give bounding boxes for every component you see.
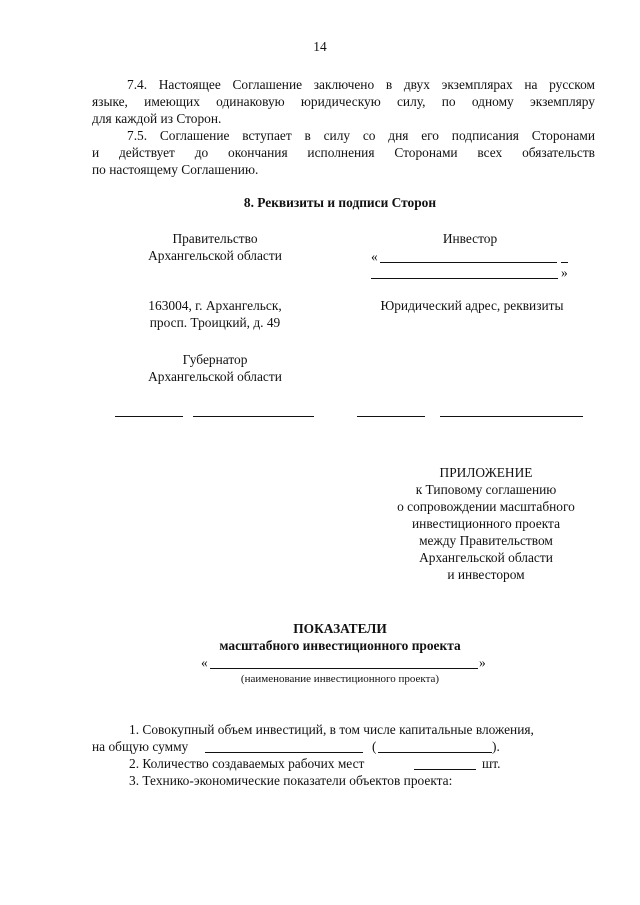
investor-name-blank-1-tail (561, 262, 568, 263)
right-party-title: Инвестор (442, 231, 498, 246)
page-number: 14 (313, 39, 327, 54)
appendix-line-6: Архангельской области (419, 550, 553, 565)
indicators-title: ПОКАЗАТЕЛИ (293, 621, 387, 636)
left-address-line-2: просп. Троицкий, д. 49 (149, 315, 281, 330)
clause-7-4-line-3: для каждой из Сторон. (92, 111, 222, 126)
clause-7-5-line-2: и действует до окончания исполнения Сторонами всех обязательств (92, 145, 595, 160)
left-party-line-2: Архангельской области (148, 248, 282, 263)
investor-name-blank-1 (380, 262, 557, 263)
left-name-line (193, 416, 314, 417)
indicator-2-unit: шт. (482, 756, 501, 771)
clause-7-4-line-1: 7.4. Настоящее Соглашение заключено в двух экземплярах на русском (127, 77, 595, 92)
investment-amount-words-open: ( (372, 739, 377, 754)
investment-amount-words-blank (378, 752, 492, 753)
appendix-line-4: инвестиционного проекта (411, 516, 561, 531)
indicator-3-label: 3. Технико-экономические показатели объектов проекта: (129, 773, 453, 788)
right-signature-line (357, 416, 425, 417)
left-signatory-line-1: Губернатор (182, 352, 248, 367)
investor-name-open-quote: « (371, 249, 378, 264)
clause-7-5-line-3: по настоящему Соглашению. (92, 162, 259, 177)
investment-amount-words-close: ). (492, 739, 500, 754)
indicator-1-line-1: 1. Совокупный объем инвестиций, в том числе капитальные вложения, (129, 722, 534, 737)
left-address-line-1: 163004, г. Архангельск, (148, 298, 282, 313)
right-address-label: Юридический адрес, реквизиты (380, 298, 564, 313)
indicator-2-label: 2. Количество создаваемых рабочих мест (129, 756, 365, 771)
section-8-title: 8. Реквизиты и подписи Сторон (243, 195, 437, 210)
appendix-line-2: к Типовому соглашению (415, 482, 557, 497)
investment-amount-blank (205, 752, 363, 753)
project-name-close-quote: » (479, 655, 486, 670)
right-name-line (440, 416, 583, 417)
left-signatory-line-2: Архангельской области (148, 369, 282, 384)
project-name-caption: (наименование инвестиционного проекта) (240, 673, 440, 685)
indicators-subtitle: масштабного инвестиционного проекта (219, 638, 461, 653)
investor-name-blank-2 (371, 278, 558, 279)
jobs-count-blank (414, 769, 476, 770)
investor-name-close-quote: » (561, 265, 568, 280)
clause-7-4-line-2: языке, имеющих одинаковую юридическую силу, по одному экземпляру (92, 94, 595, 109)
left-party-line-1: Правительство (172, 231, 258, 246)
indicator-1-line-2-label: на общую сумму (92, 739, 189, 754)
clause-7-5-line-1: 7.5. Соглашение вступает в силу со дня его подписания Сторонами (127, 128, 595, 143)
project-name-open-quote: « (201, 655, 208, 670)
appendix-line-5: между Правительством (419, 533, 553, 548)
left-signature-line (115, 416, 183, 417)
appendix-line-3: о сопровождении масштабного (397, 499, 575, 514)
appendix-line-7: и инвестором (447, 567, 525, 582)
project-name-blank (210, 668, 478, 669)
appendix-line-1: ПРИЛОЖЕНИЕ (439, 465, 533, 480)
